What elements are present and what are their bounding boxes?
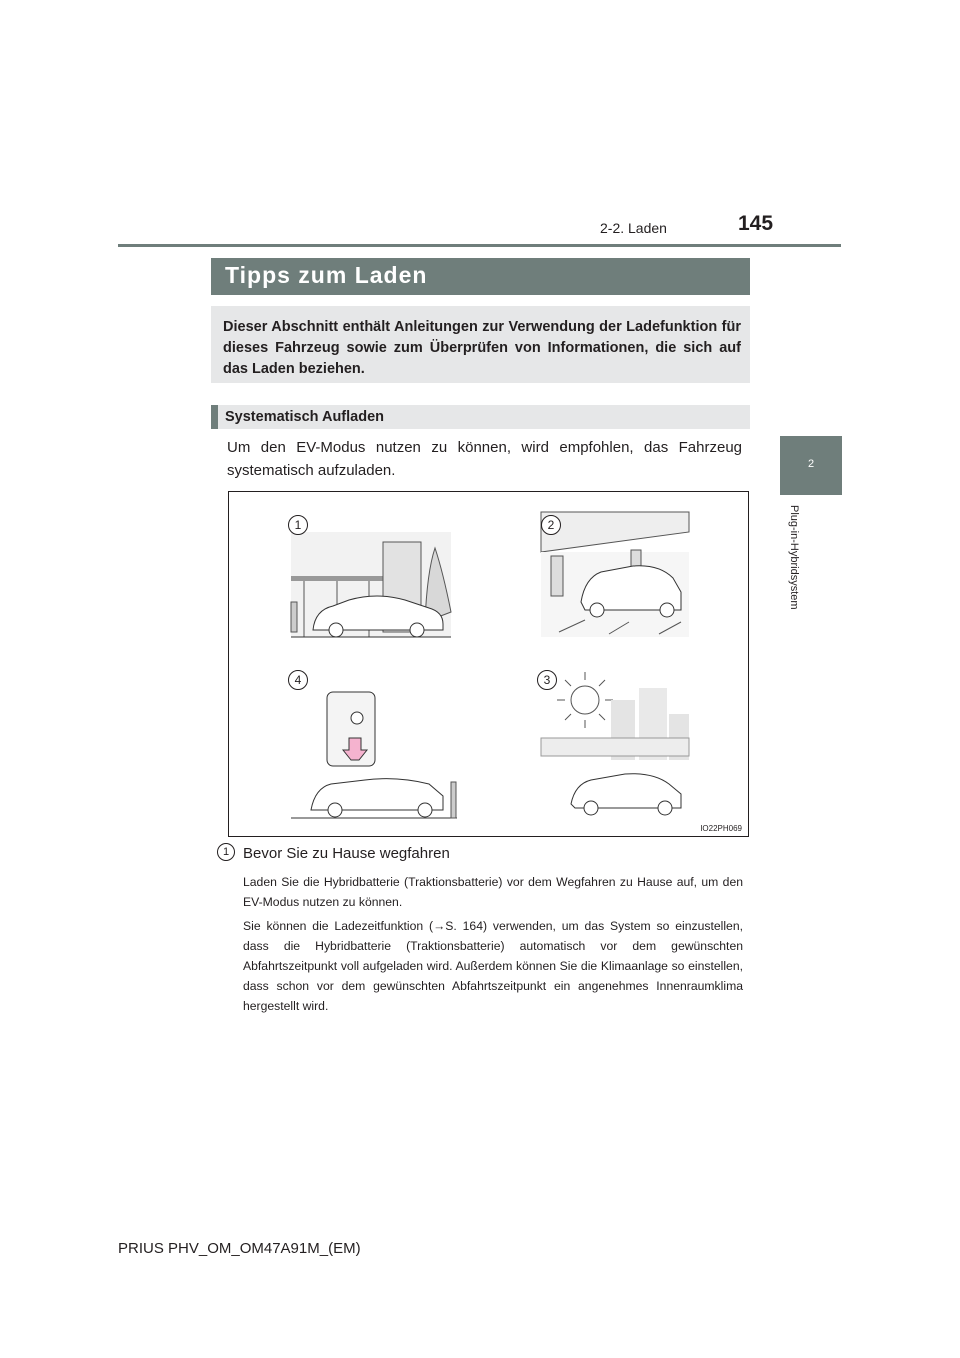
page-title: Tipps zum Laden xyxy=(225,262,428,288)
item-1-paragraph-2: Sie können die Ladezeitfunktion (→S. 164) verwenden, um das System so einzustellen, dass die Hybridbatterie (Traktionsbatterie) automatisch vor dem gewünschten Abfahrtszeitpunkt voll aufgeladen wird. Außerdem können Sie die Klimaanlage so einstellen, dass schon vor dem gewünschten Abfahrtszeitpunkt ein angenehmes Innenraumklima hergestellt wird. xyxy=(243,919,743,1013)
item-1-marker: 1 xyxy=(217,843,235,861)
chapter-number: 2 xyxy=(807,458,815,470)
body-paragraph: Um den EV-Modus nutzen zu können, wird empfohlen, das Fahrzeug systematisch aufzuladen. xyxy=(227,439,742,479)
scene-parking-garage xyxy=(541,512,689,637)
marker-2: 2 xyxy=(541,515,561,535)
scene-home-carport xyxy=(291,532,451,637)
page-number: 145 xyxy=(738,212,774,235)
intro-text: Dieser Abschnitt enthält Anleitungen zur Verwendung der Ladefunktion für dieses Fahrzeug sowie zum Überprüfen von Informationen, die sich auf das Laden beziehen. xyxy=(223,319,741,377)
title-bar xyxy=(211,258,750,295)
chapter-title-wrap xyxy=(788,505,808,630)
subheading-accent xyxy=(211,405,218,429)
chapter-tab xyxy=(780,436,842,495)
marker-4: 4 xyxy=(288,670,308,690)
item-1-title: Bevor Sie zu Hause wegfahren xyxy=(243,845,450,862)
chapter-title: Plug-in-Hybridsystem xyxy=(788,505,800,610)
scene-sunny-lot xyxy=(541,672,689,815)
item-1-paragraph-1: Laden Sie die Hybridbatterie (Traktionsbatterie) vor dem Wegfahren zu Hause auf, um den EV-Modus nutzen zu können. xyxy=(243,875,743,909)
subheading: Systematisch Aufladen xyxy=(225,409,385,425)
intro-box xyxy=(211,306,750,383)
illustration-frame xyxy=(228,491,749,837)
marker-3: 3 xyxy=(537,670,557,690)
image-code: IO22PH069 xyxy=(700,824,742,833)
marker-1: 1 xyxy=(288,515,308,535)
subheading-bar xyxy=(211,405,750,429)
section-label: 2-2. Laden xyxy=(600,220,667,236)
charging-illustration xyxy=(229,492,748,836)
footer-doc-code: PRIUS PHV_OM_OM47A91M_(EM) xyxy=(118,1240,361,1257)
scene-timer-display xyxy=(291,692,457,818)
header-rule xyxy=(118,244,841,247)
